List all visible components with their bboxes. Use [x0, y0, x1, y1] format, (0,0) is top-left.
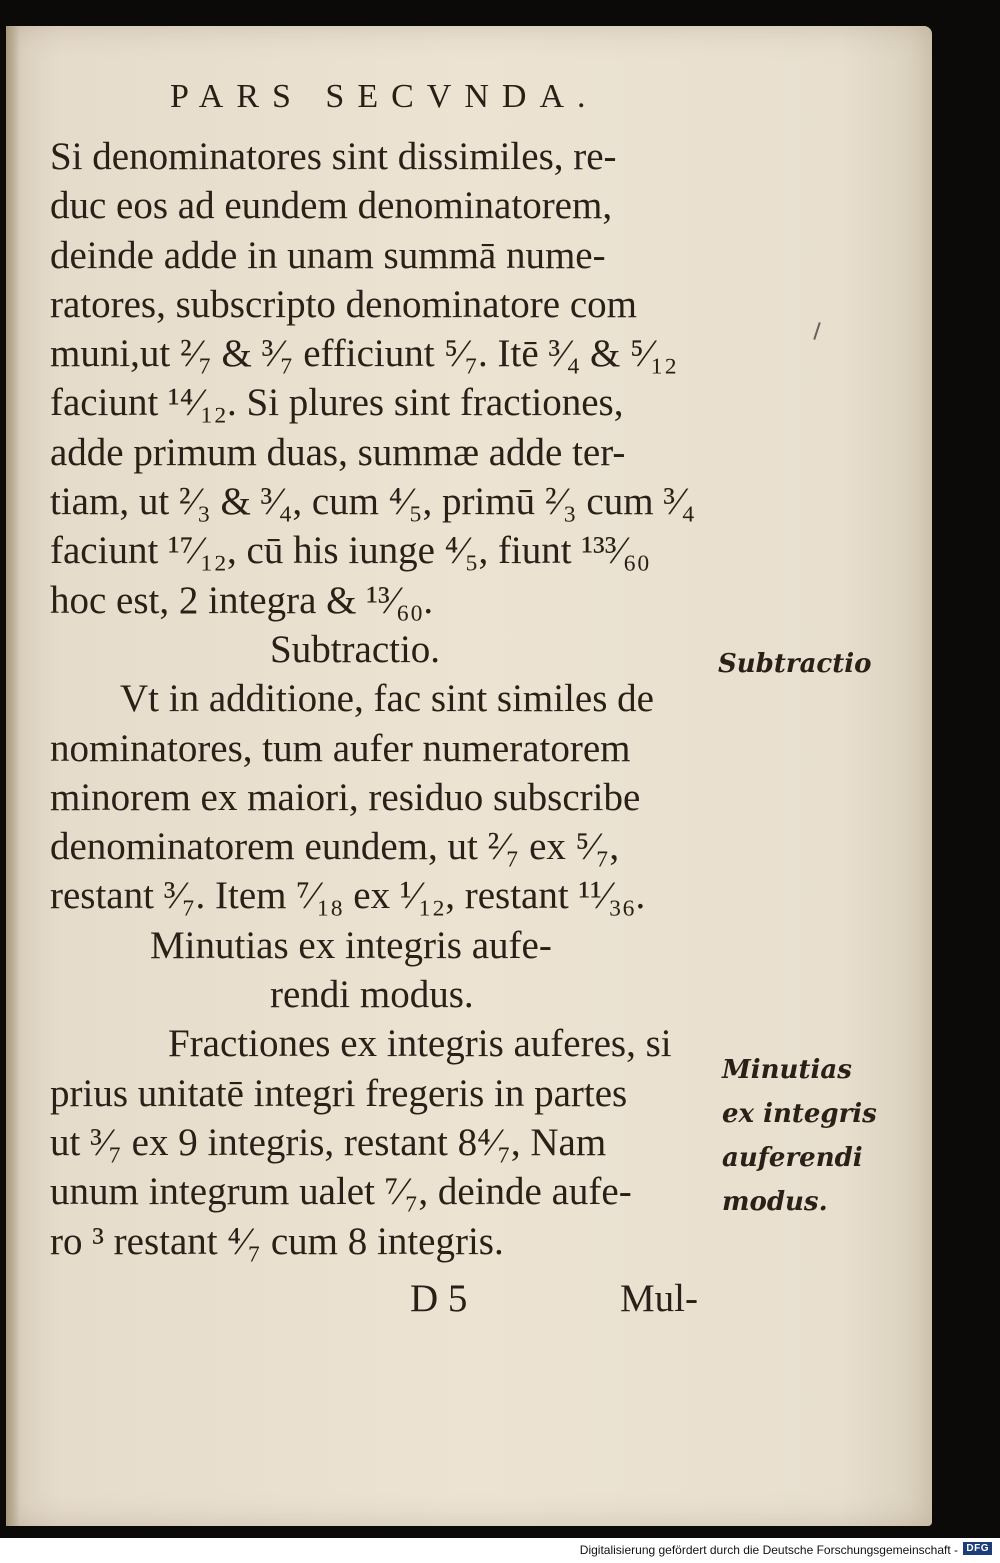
section-heading-minutias: Minutias ex integris aufe- [150, 923, 552, 967]
catchword: Mul- [620, 1276, 698, 1320]
text-line: denominatorem eundem, ut ²⁄₇ ex ⁵⁄₇, [50, 825, 620, 869]
text-line: faciunt ¹⁴⁄₁₂. Si plures sint fractiones, [50, 381, 624, 425]
page-foot [50, 1266, 730, 1336]
text-line: minorem ex maiori, residuo subscribe [50, 775, 641, 819]
marginal-note-line: auferendi [722, 1143, 863, 1173]
running-head: PARS SECVNDA. [170, 78, 599, 115]
signature-mark: D 5 [410, 1276, 468, 1320]
text-line: faciunt ¹⁷⁄₁₂, cū his iunge ⁴⁄₅, fiunt ¹³³⁄₆₀ [50, 529, 651, 573]
page-body [50, 132, 730, 1336]
text-line: muni,ut ²⁄₇ & ³⁄₇ efficiunt ⁵⁄₇. Itē ³⁄₄ & ⁵⁄₁₂ [50, 332, 678, 376]
text-line: Vt in additione, fac sint similes de [120, 677, 654, 721]
dfg-logo: DFG [963, 1542, 992, 1555]
page-gutter-shadow [6, 26, 20, 1526]
text-line: ro ³ restant ⁴⁄₇ cum 8 integris. [50, 1219, 504, 1263]
text-line: prius unitatē integri fregeris in partes [50, 1071, 628, 1115]
text-line: nominatores, tum aufer numeratorem [50, 726, 631, 770]
text-line: duc eos ad eundem denominatorem, [50, 184, 613, 228]
marginal-note-line: modus. [722, 1187, 828, 1217]
section-heading-minutias-cont: rendi modus. [270, 973, 474, 1017]
text-line: hoc est, 2 integra & ¹³⁄₆₀. [50, 578, 434, 622]
text-line: deinde adde in unam summā nume- [50, 233, 606, 277]
text-line: unum integrum ualet ⁷⁄₇, deinde aufe- [50, 1170, 632, 1214]
text-line: restant ³⁄₇. Item ⁷⁄₁₈ ex ¹⁄₁₂, restant ¹¹⁄₃₆. [50, 874, 646, 918]
section-heading-subtractio: Subtractio. [270, 627, 441, 671]
text-line: tiam, ut ²⁄₃ & ³⁄₄, cum ⁴⁄₅, primū ²⁄₃ cum ³⁄₄ [50, 480, 696, 524]
text-line: ut ³⁄₇ ex 9 integris, restant 8⁴⁄₇, Nam [50, 1120, 607, 1164]
text-line: ratores, subscripto denominatore com [50, 282, 637, 326]
marginal-note-line: Minutias [722, 1055, 852, 1085]
marginal-note-line: Subtractio [718, 649, 872, 679]
text-line: Si denominatores sint dissimiles, re- [50, 135, 617, 178]
marginal-note-line: ex integris [722, 1099, 877, 1129]
marginal-note-subtractio [718, 642, 871, 686]
text-line: adde primum duas, summæ adde ter- [50, 430, 626, 474]
marginal-note-minutias [722, 1048, 877, 1224]
footer-credit: Digitalisierung gefördert durch die Deutsche Forschungsgemeinschaft - [579, 1543, 958, 1557]
text-line: Fractiones ex integris auferes, si [168, 1022, 672, 1066]
